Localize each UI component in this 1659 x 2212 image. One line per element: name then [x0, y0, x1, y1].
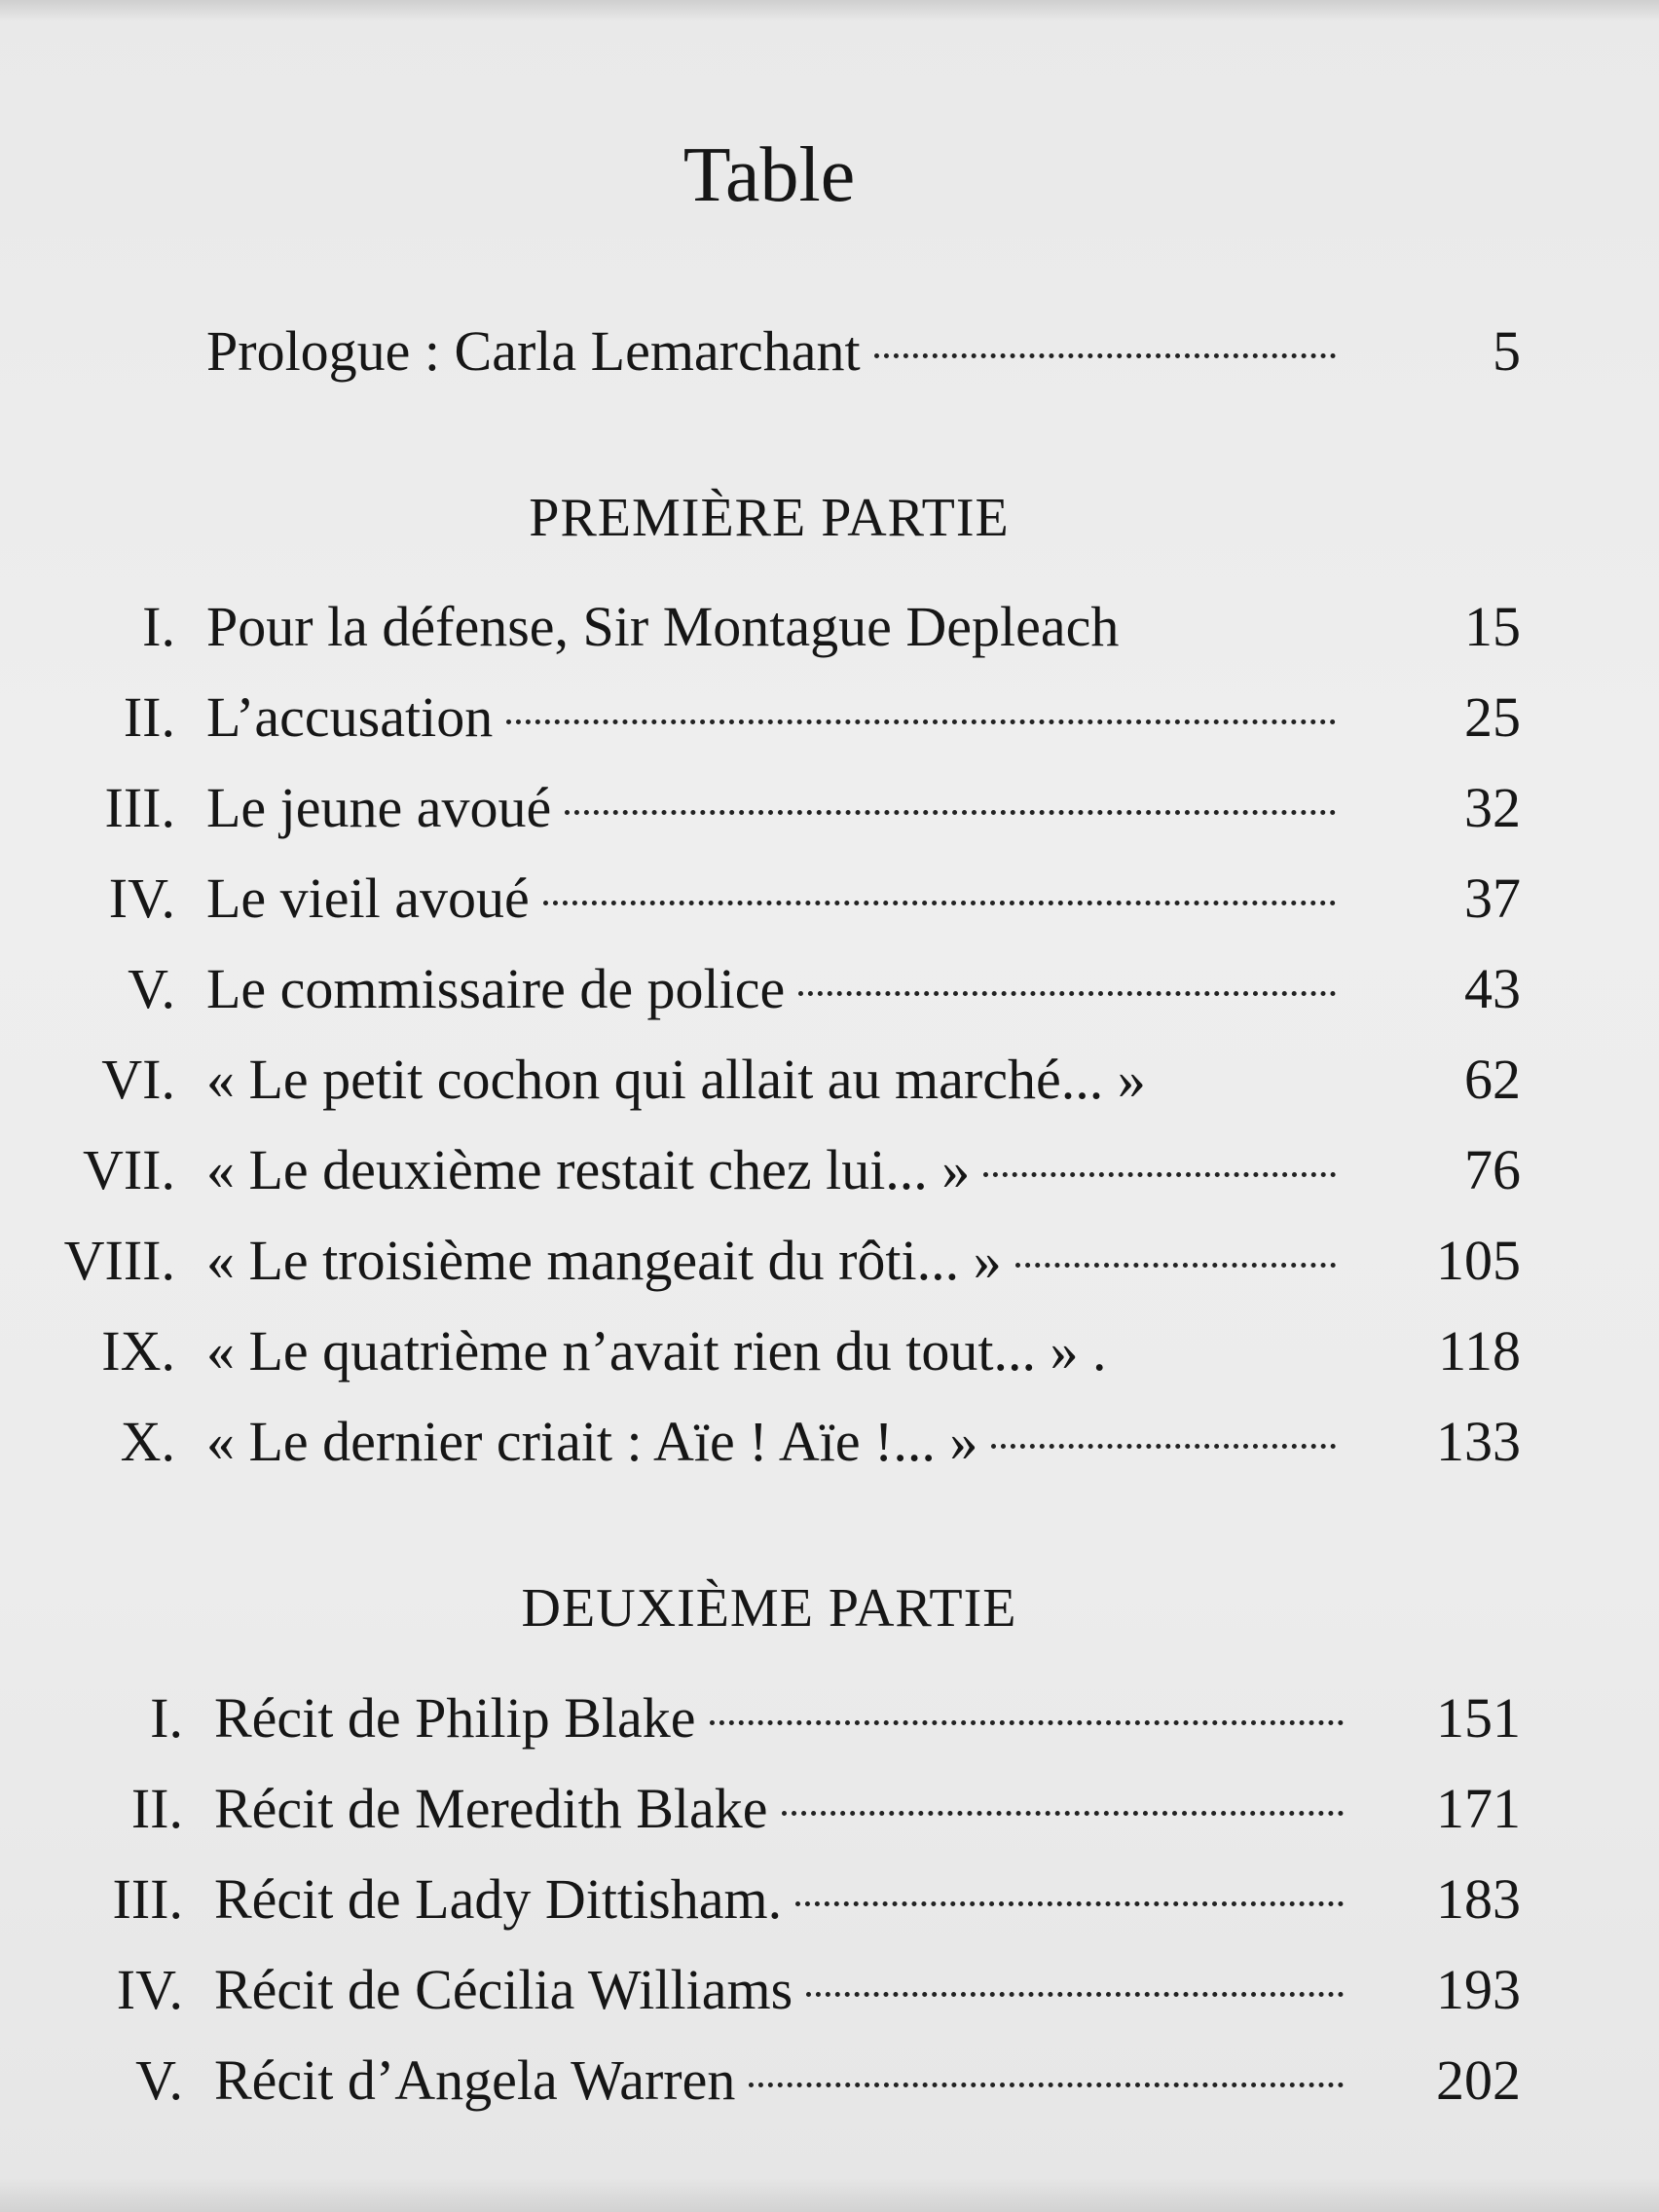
chapter-number: V.	[128, 957, 175, 1020]
toc-entry	[0, 674, 1659, 761]
toc-page-number: 62	[1464, 1048, 1521, 1111]
chapter-number: VII.	[82, 1138, 175, 1201]
toc-entry	[0, 1217, 1659, 1305]
toc-page-number: 32	[1464, 776, 1521, 839]
toc-page-number: 43	[1464, 957, 1521, 1020]
toc-label: Le jeune avoué	[206, 776, 552, 839]
toc-label: Pour la défense, Sir Montague Depleach	[206, 595, 1120, 658]
toc-page-number: 5	[1493, 319, 1521, 383]
toc-label: Récit de Philip Blake	[214, 1686, 696, 1750]
toc-entry	[0, 855, 1659, 942]
dot-leader	[795, 1901, 1344, 1906]
part-heading-2: DEUXIÈME PARTIE	[521, 1578, 1017, 1639]
toc-label: « Le petit cochon qui allait au marché... »	[206, 1048, 1146, 1111]
dot-leader	[782, 1811, 1344, 1816]
toc-page-number: 202	[1436, 2048, 1521, 2112]
toc-label: Le vieil avoué	[206, 866, 530, 930]
toc-page-number: 183	[1436, 1867, 1521, 1931]
toc-page-number: 76	[1464, 1138, 1521, 1201]
chapter-number: IX.	[101, 1319, 175, 1382]
dot-leader	[874, 353, 1336, 358]
chapter-number: I.	[150, 1686, 183, 1750]
dot-leader	[710, 1720, 1344, 1725]
part-heading-1: PREMIÈRE PARTIE	[529, 488, 1010, 548]
toc-label: Récit de Lady Dittisham.	[214, 1867, 783, 1931]
toc-label: « Le troisième mangeait du rôti... »	[206, 1229, 1002, 1292]
toc-label: Récit de Cécilia Williams	[214, 1958, 793, 2021]
toc-entry	[0, 764, 1659, 852]
toc-entry	[0, 1126, 1659, 1214]
page-edge-bottom	[0, 2177, 1659, 2212]
toc-page-number: 37	[1464, 866, 1521, 930]
toc-label: L’accusation	[206, 685, 494, 749]
toc-page-number: 25	[1464, 685, 1521, 749]
dot-leader	[991, 1444, 1336, 1449]
toc-entry	[0, 1398, 1659, 1486]
toc-entry	[0, 2037, 1659, 2124]
toc-entry	[0, 1308, 1659, 1395]
toc-label: Récit de Meredith Blake	[214, 1777, 768, 1840]
dot-leader	[565, 810, 1336, 815]
toc-label: « Le dernier criait : Aïe ! Aïe !... »	[206, 1410, 978, 1473]
chapter-number: V.	[135, 2048, 183, 2112]
toc-page-number: 118	[1438, 1319, 1521, 1382]
toc-entry	[0, 1675, 1659, 1762]
toc-entry-prologue	[0, 308, 1659, 395]
toc-entry	[0, 1856, 1659, 1943]
chapter-number: X.	[120, 1410, 175, 1473]
dot-leader	[806, 1992, 1344, 1997]
dot-leader	[506, 719, 1336, 724]
dot-leader	[1015, 1263, 1336, 1268]
dot-leader	[798, 991, 1336, 996]
toc-page-number: 193	[1436, 1958, 1521, 2021]
chapter-number: III.	[112, 1867, 183, 1931]
page-edge-top	[0, 0, 1659, 21]
chapter-number: I.	[142, 595, 175, 658]
chapter-number: IV.	[116, 1958, 183, 2021]
page-title: Table	[682, 132, 856, 218]
toc-label: « Le deuxième restait chez lui... »	[206, 1138, 971, 1201]
dot-leader	[983, 1172, 1336, 1177]
dot-leader	[749, 2083, 1344, 2087]
toc-entry	[0, 1946, 1659, 2034]
toc-page-number: 15	[1464, 595, 1521, 658]
toc-page-number: 171	[1436, 1777, 1521, 1840]
toc-label: Le commissaire de police	[206, 957, 786, 1020]
toc-label: Récit d’Angela Warren	[214, 2048, 736, 2112]
chapter-number: II.	[130, 1777, 183, 1840]
toc-entry	[0, 1036, 1659, 1124]
toc-page-number: 105	[1436, 1229, 1521, 1292]
toc-page-number: 133	[1436, 1410, 1521, 1473]
dot-leader	[543, 901, 1336, 905]
chapter-number: II.	[123, 685, 175, 749]
toc-entry	[0, 1765, 1659, 1853]
toc-entry	[0, 945, 1659, 1033]
chapter-number: IV.	[108, 866, 175, 930]
toc-entry	[0, 583, 1659, 671]
toc-label: « Le quatrième n’avait rien du tout... » .	[206, 1319, 1107, 1382]
toc-page-number: 151	[1436, 1686, 1521, 1750]
chapter-number: VIII.	[63, 1229, 175, 1292]
toc-label: Prologue : Carla Lemarchant	[206, 319, 861, 383]
chapter-number: III.	[104, 776, 175, 839]
chapter-number: VI.	[101, 1048, 175, 1111]
